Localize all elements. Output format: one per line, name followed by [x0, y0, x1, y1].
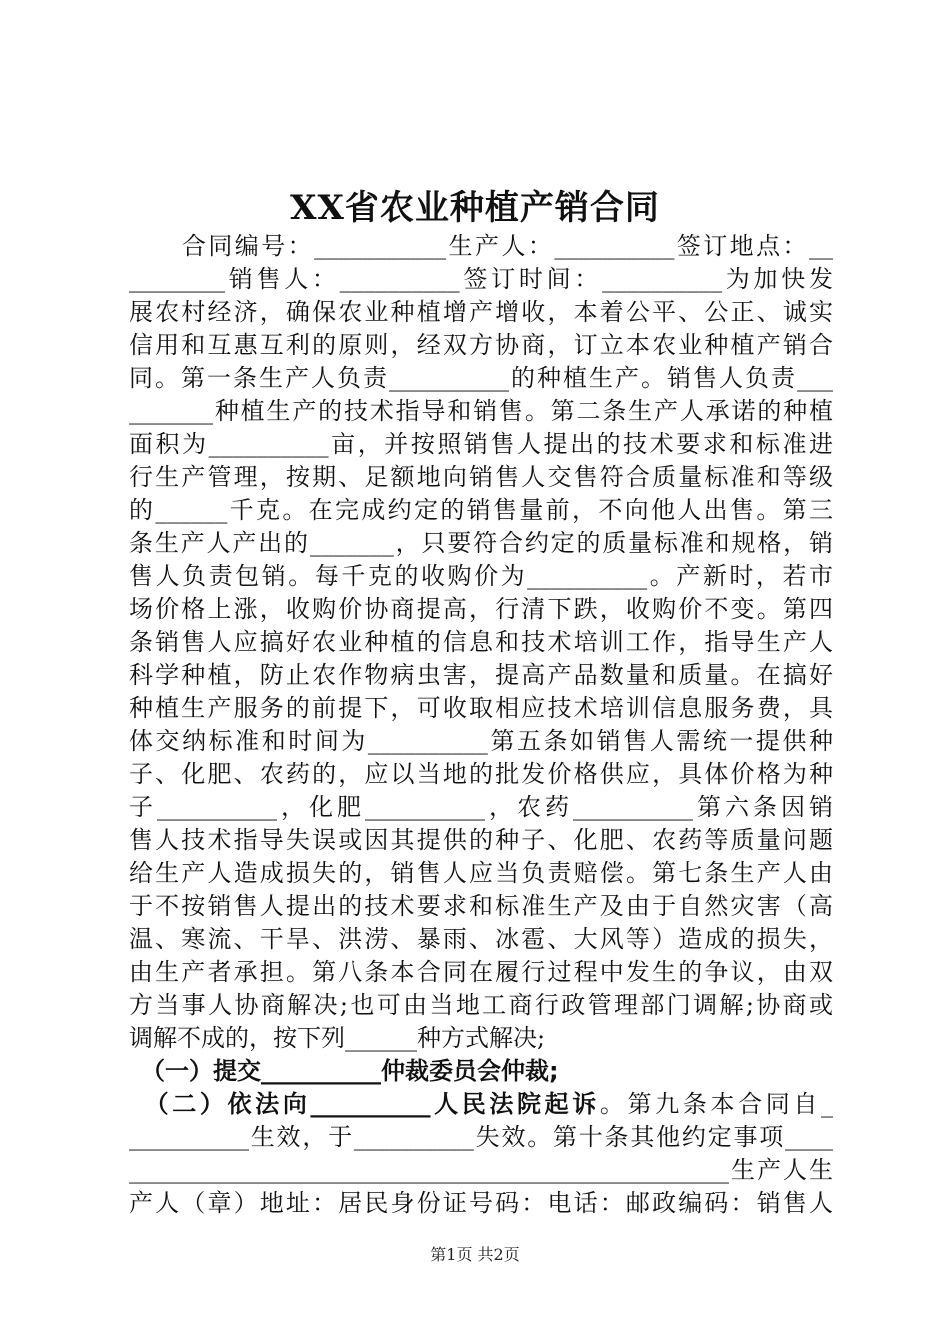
body-line: 子__________，化肥__________，农药__________第六条因销: [129, 793, 833, 821]
body-line: 科学种植，防止农作物病虫害，提高产品数量和质量。在搞好: [129, 661, 833, 689]
contract-body: [129, 230, 833, 1220]
body-line: 子、化肥、农药的，应以当地的批发价格供应，具体价格为种: [129, 760, 833, 788]
body-line: 调解不成的，按下列______种方式解决;: [129, 1024, 546, 1052]
body-line: 的______千克。在完成约定的销售量前，不向他人出售。第三: [129, 496, 833, 524]
normal-clause: 。第九条本合同自_: [599, 1090, 833, 1118]
body-line: 售人技术指导失误或因其提供的种子、化肥、农药等质量问题: [129, 826, 833, 854]
body-line: 种植生产服务的前提下，可收取相应技术培训信息服务费，具: [129, 694, 833, 722]
body-line: 同。第一条生产人负责__________的种植生产。销售人负责___: [129, 364, 833, 392]
body-line-mixed: [129, 1088, 833, 1121]
body-line: __________生效，于__________失效。第十条其他约定事项____: [129, 1123, 833, 1151]
body-line: 条销售人应搞好农业种植的信息和技术培训工作，指导生产人: [129, 628, 833, 656]
body-line: 场价格上涨，收购价协商提高，行清下跌，收购价不变。第四: [129, 595, 833, 623]
body-line: 合同编号：___________生产人：__________签订地点：__: [129, 232, 833, 260]
body-line: 由生产者承担。第八条本合同在履行过程中发生的争议，由双: [129, 958, 833, 986]
body-line: 于不按销售人提出的技术要求和标准生产及由于自然灾害（高: [129, 892, 833, 920]
body-line: 行生产管理，按期、足额地向销售人交售符合质量标准和等级: [129, 463, 833, 491]
body-line: __________________________________________________生产人生: [129, 1156, 833, 1184]
document-title: XX省农业种植产销合同: [290, 188, 660, 228]
bold-clause: （二）依法向__________人民法院起诉: [129, 1090, 600, 1118]
body-line: 面积为__________亩，并按照销售人提出的技术要求和标准进: [129, 430, 833, 458]
body-line: 温、寒流、干旱、洪涝、暴雨、冰雹、大风等）造成的损失，: [129, 925, 833, 953]
body-line: 展农村经济，确保农业种植增产增收，本着公平、公正、诚实: [129, 298, 833, 326]
body-line: 售人负责包销。每千克的收购价为__________。产新时，若市: [129, 562, 833, 590]
body-line: _______种植生产的技术指导和销售。第二条生产人承诺的种植: [129, 397, 833, 425]
body-line: 信用和互惠互利的原则，经双方协商，订立本农业种植产销合: [129, 331, 833, 359]
body-line: 体交纳标准和时间为__________第五条如销售人需统一提供种: [129, 727, 833, 755]
body-line: 产人（章）地址：居民身份证号码：电话：邮政编码：销售人: [129, 1189, 833, 1217]
body-line: 给生产人造成损失的，销售人应当负责赔偿。第七条生产人由: [129, 859, 833, 887]
page-footer: 第1页 共2页: [430, 1245, 520, 1264]
body-line: （一）提交__________仲裁委员会仲裁;: [129, 1057, 559, 1085]
body-line: 条生产人产出的_______，只要符合约定的质量标准和规格，销: [129, 529, 833, 557]
body-line: 方当事人协商解决;也可由当地工商行政管理部门调解;协商或: [129, 991, 833, 1019]
body-line: ________销售人：__________签订时间：__________为加快发: [129, 265, 833, 293]
